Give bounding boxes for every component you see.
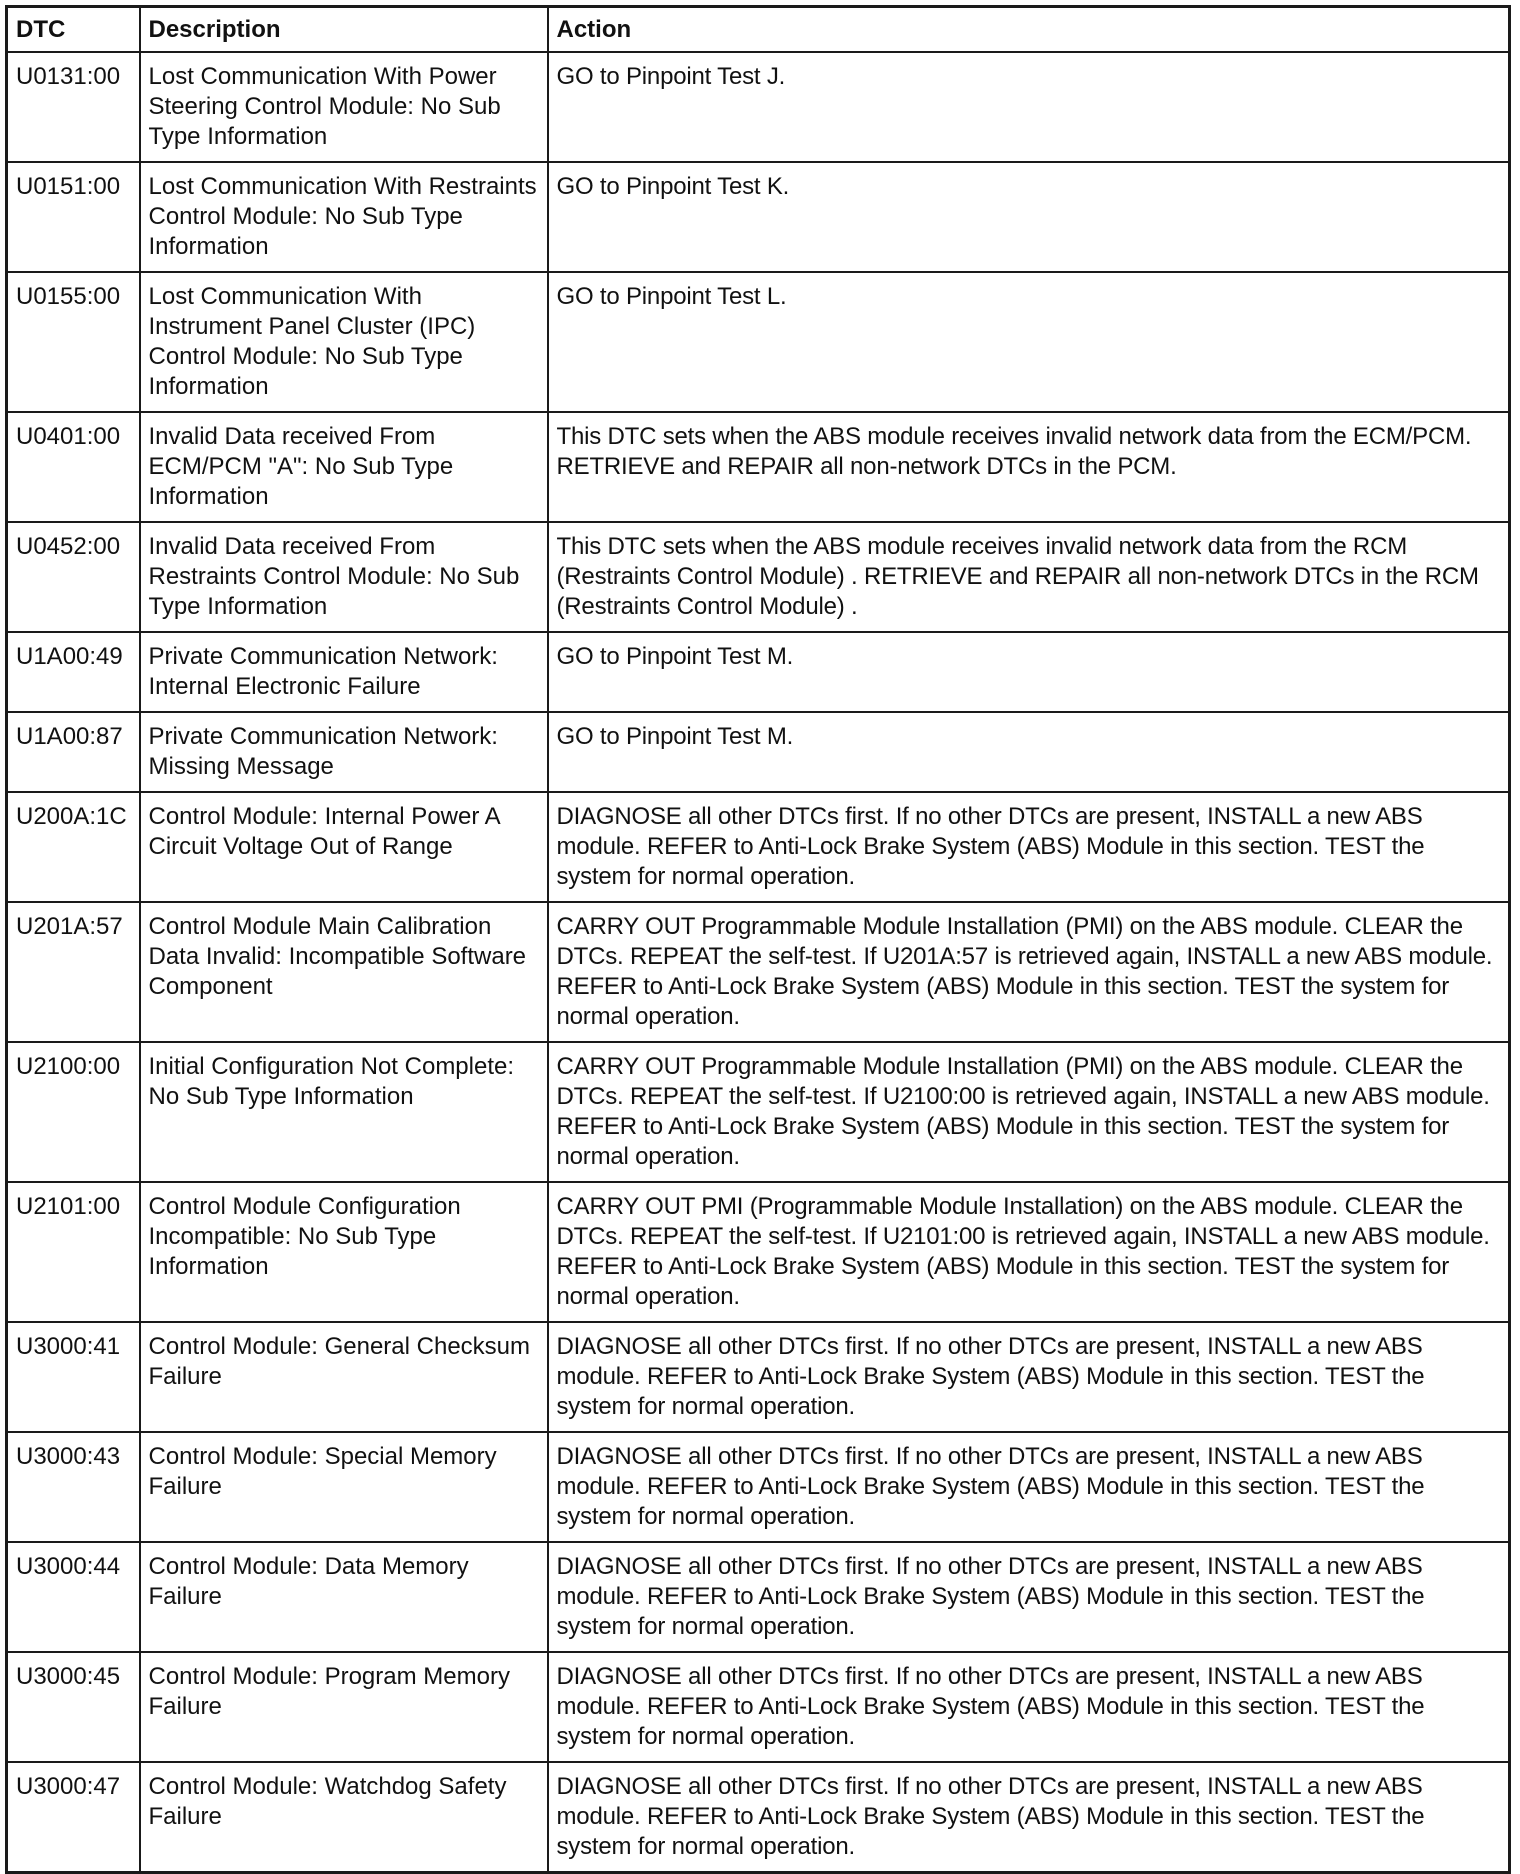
dtc-code-cell: U3000:45 bbox=[7, 1652, 140, 1762]
table-row bbox=[7, 1042, 1510, 1182]
table-body bbox=[7, 52, 1510, 1873]
table-row bbox=[7, 522, 1510, 632]
action-cell: DIAGNOSE all other DTCs first. If no other DTCs are present, INSTALL a new ABS module. REFER to Anti-Lock Brake System (ABS) Module in this section. TEST the system for normal operation. bbox=[548, 792, 1510, 902]
action-cell: DIAGNOSE all other DTCs first. If no other DTCs are present, INSTALL a new ABS module. REFER to Anti-Lock Brake System (ABS) Module in this section. TEST the system for normal operation. bbox=[548, 1432, 1510, 1542]
table-row bbox=[7, 1652, 1510, 1762]
action-cell: GO to Pinpoint Test M. bbox=[548, 632, 1510, 712]
action-cell: This DTC sets when the ABS module receives invalid network data from the RCM (Restraints Control Module) . RETRIEVE and REPAIR all non-network DTCs in the RCM (Restraints Control Module) . bbox=[548, 522, 1510, 632]
action-cell: GO to Pinpoint Test L. bbox=[548, 272, 1510, 412]
description-cell: Invalid Data received From Restraints Control Module: No Sub Type Information bbox=[140, 522, 548, 632]
dtc-code-cell: U0155:00 bbox=[7, 272, 140, 412]
table-row bbox=[7, 1182, 1510, 1322]
dtc-code-cell: U3000:43 bbox=[7, 1432, 140, 1542]
action-cell: DIAGNOSE all other DTCs first. If no other DTCs are present, INSTALL a new ABS module. REFER to Anti-Lock Brake System (ABS) Module in this section. TEST the system for normal operation. bbox=[548, 1542, 1510, 1652]
dtc-code-cell: U1A00:87 bbox=[7, 712, 140, 792]
dtc-code-cell: U3000:41 bbox=[7, 1322, 140, 1432]
table-row bbox=[7, 1322, 1510, 1432]
description-cell: Control Module Configuration Incompatible: No Sub Type Information bbox=[140, 1182, 548, 1322]
document-page bbox=[5, 5, 1508, 1874]
table-row bbox=[7, 1762, 1510, 1873]
table-row bbox=[7, 712, 1510, 792]
description-cell: Control Module: Program Memory Failure bbox=[140, 1652, 548, 1762]
dtc-code-cell: U2100:00 bbox=[7, 1042, 140, 1182]
action-cell: GO to Pinpoint Test M. bbox=[548, 712, 1510, 792]
action-cell: CARRY OUT Programmable Module Installation (PMI) on the ABS module. CLEAR the DTCs. REPEAT the self-test. If U201A:57 is retrieved again, INSTALL a new ABS module. REFER to Anti-Lock Brake System (ABS) Module in this section. TEST the system for normal operation. bbox=[548, 902, 1510, 1042]
table-row bbox=[7, 1432, 1510, 1542]
action-cell: DIAGNOSE all other DTCs first. If no other DTCs are present, INSTALL a new ABS module. REFER to Anti-Lock Brake System (ABS) Module in this section. TEST the system for normal operation. bbox=[548, 1652, 1510, 1762]
description-cell: Control Module: Special Memory Failure bbox=[140, 1432, 548, 1542]
description-cell: Private Communication Network: Internal Electronic Failure bbox=[140, 632, 548, 712]
dtc-code-cell: U1A00:49 bbox=[7, 632, 140, 712]
action-cell: DIAGNOSE all other DTCs first. If no other DTCs are present, INSTALL a new ABS module. REFER to Anti-Lock Brake System (ABS) Module in this section. TEST the system for normal operation. bbox=[548, 1762, 1510, 1873]
table-row bbox=[7, 52, 1510, 162]
table-row bbox=[7, 792, 1510, 902]
table-row bbox=[7, 412, 1510, 522]
description-cell: Lost Communication With Restraints Control Module: No Sub Type Information bbox=[140, 162, 548, 272]
description-cell: Lost Communication With Power Steering Control Module: No Sub Type Information bbox=[140, 52, 548, 162]
description-cell: Private Communication Network: Missing Message bbox=[140, 712, 548, 792]
description-cell: Control Module: General Checksum Failure bbox=[140, 1322, 548, 1432]
table-row bbox=[7, 632, 1510, 712]
action-cell: CARRY OUT Programmable Module Installation (PMI) on the ABS module. CLEAR the DTCs. REPEAT the self-test. If U2100:00 is retrieved again, INSTALL a new ABS module. REFER to Anti-Lock Brake System (ABS) Module in this section. TEST the system for normal operation. bbox=[548, 1042, 1510, 1182]
description-cell: Control Module Main Calibration Data Invalid: Incompatible Software Component bbox=[140, 902, 548, 1042]
header-row bbox=[7, 7, 1510, 53]
dtc-table bbox=[5, 5, 1511, 1874]
action-cell: GO to Pinpoint Test J. bbox=[548, 52, 1510, 162]
description-cell: Lost Communication With Instrument Panel Cluster (IPC) Control Module: No Sub Type Information bbox=[140, 272, 548, 412]
table-row bbox=[7, 272, 1510, 412]
description-cell: Control Module: Data Memory Failure bbox=[140, 1542, 548, 1652]
table-row bbox=[7, 162, 1510, 272]
dtc-code-cell: U0452:00 bbox=[7, 522, 140, 632]
dtc-code-cell: U0131:00 bbox=[7, 52, 140, 162]
action-cell: DIAGNOSE all other DTCs first. If no other DTCs are present, INSTALL a new ABS module. REFER to Anti-Lock Brake System (ABS) Module in this section. TEST the system for normal operation. bbox=[548, 1322, 1510, 1432]
action-cell: GO to Pinpoint Test K. bbox=[548, 162, 1510, 272]
header-action: Action bbox=[548, 7, 1510, 53]
table-header bbox=[7, 7, 1510, 53]
action-cell: CARRY OUT PMI (Programmable Module Installation) on the ABS module. CLEAR the DTCs. REPEAT the self-test. If U2101:00 is retrieved again, INSTALL a new ABS module. REFER to Anti-Lock Brake System (ABS) Module in this section. TEST the system for normal operation. bbox=[548, 1182, 1510, 1322]
dtc-code-cell: U3000:47 bbox=[7, 1762, 140, 1873]
dtc-code-cell: U200A:1C bbox=[7, 792, 140, 902]
action-cell: This DTC sets when the ABS module receives invalid network data from the ECM/PCM. RETRIEVE and REPAIR all non-network DTCs in the PCM. bbox=[548, 412, 1510, 522]
description-cell: Invalid Data received From ECM/PCM "A": No Sub Type Information bbox=[140, 412, 548, 522]
table-row bbox=[7, 1542, 1510, 1652]
dtc-code-cell: U0401:00 bbox=[7, 412, 140, 522]
dtc-code-cell: U201A:57 bbox=[7, 902, 140, 1042]
description-cell: Initial Configuration Not Complete: No Sub Type Information bbox=[140, 1042, 548, 1182]
table-row bbox=[7, 902, 1510, 1042]
description-cell: Control Module: Watchdog Safety Failure bbox=[140, 1762, 548, 1873]
description-cell: Control Module: Internal Power A Circuit Voltage Out of Range bbox=[140, 792, 548, 902]
header-dtc: DTC bbox=[7, 7, 140, 53]
header-description: Description bbox=[140, 7, 548, 53]
dtc-code-cell: U3000:44 bbox=[7, 1542, 140, 1652]
dtc-code-cell: U0151:00 bbox=[7, 162, 140, 272]
dtc-code-cell: U2101:00 bbox=[7, 1182, 140, 1322]
